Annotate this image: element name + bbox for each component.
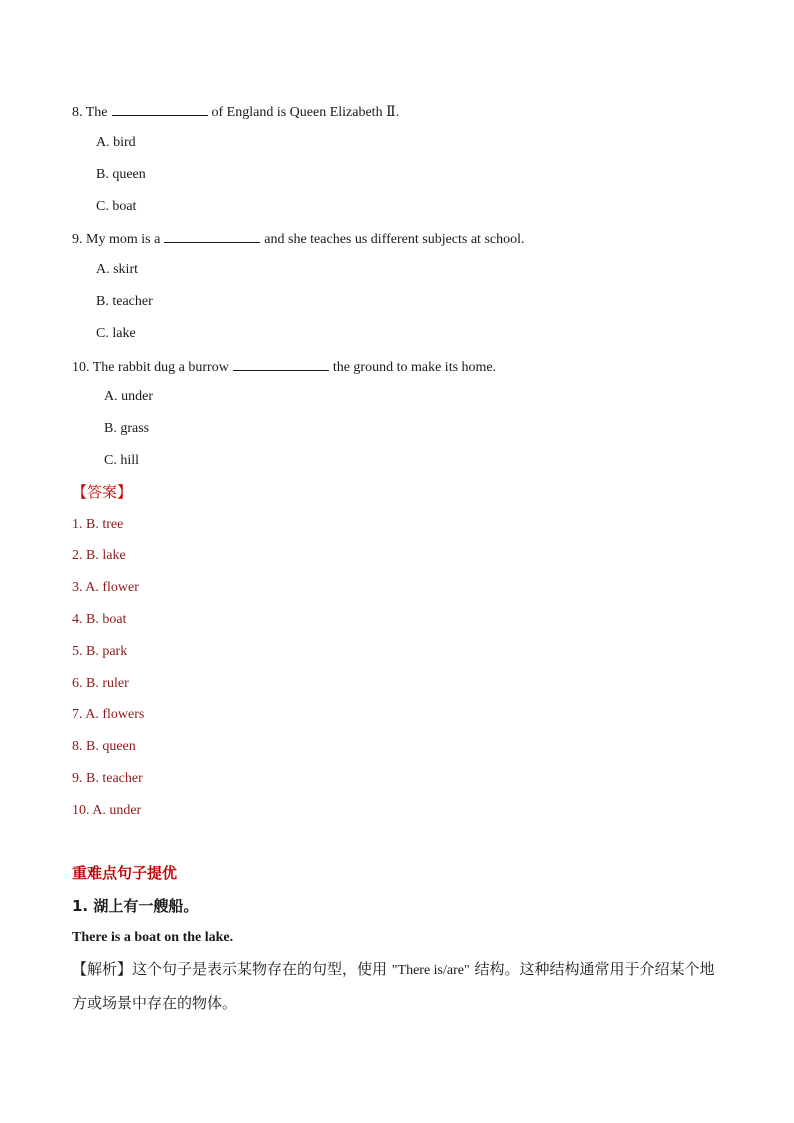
analysis-text-post: 结构。这种结构通常用于介绍某个地方或场景中存在的物体。 [72,960,715,1012]
answer-blank [233,357,329,371]
answer-item: 8. B. queen [72,739,136,754]
answer-header: 【答案】 [72,483,133,501]
option-c: C. lake [96,326,136,341]
question-text-before: 10. The rabbit dug a burrow [72,360,229,375]
question-text-before: 9. My mom is a [72,232,161,247]
option-b: B. queen [96,167,146,182]
option-a: A. bird [96,135,136,150]
answer-item: 7. A. flowers [72,707,145,722]
answer-item: 3. A. flower [72,580,139,595]
question-text-after: and she teaches us different subjects at school. [264,232,525,247]
answer-item: 6. B. ruler [72,676,129,691]
analysis-quote: "There is/are" [391,963,470,978]
option-b: B. grass [104,421,150,436]
question-text-after: the ground to make its home. [332,360,497,375]
analysis-text-pre: 这个句子是表示某物存在的句型，使用 [132,960,392,978]
answer-blank [112,102,208,116]
question-9 [72,229,525,249]
answer-item: 5. B. park [72,644,128,659]
option-b: B. teacher [96,294,153,309]
question-text-before: 8. The [72,105,108,120]
option-c: C. hill [104,453,140,468]
answer-item: 10. A. under [72,803,142,818]
answer-item: 2. B. lake [72,548,126,563]
question-text-after: of England is Queen Elizabeth Ⅱ. [211,105,400,120]
answer-item: 9. B. teacher [72,771,143,786]
question-8 [72,102,399,122]
analysis-paragraph [72,953,724,1019]
analysis-label: 【解析】 [72,960,133,978]
answer-blank [164,229,260,243]
option-a: A. skirt [96,262,138,277]
answer-item: 1. B. tree [72,517,124,532]
sentence-chinese: 1. 湖上有一艘船。 [72,897,199,915]
answer-item: 4. B. boat [72,612,127,627]
section-title: 重难点句子提优 [72,864,178,882]
question-10 [72,357,496,377]
option-c: C. boat [96,199,137,214]
option-a: A. under [104,389,153,404]
sentence-english: There is a boat on the lake. [72,930,234,945]
